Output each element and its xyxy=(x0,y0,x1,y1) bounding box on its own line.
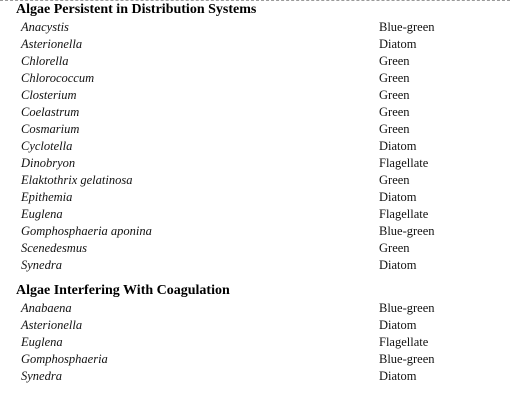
species-name: Epithemia xyxy=(21,190,73,204)
algae-type: Flagellate xyxy=(379,156,429,170)
species-name: Gomphosphaeria aponina xyxy=(21,224,152,238)
species-name: Elaktothrix gelatinosa xyxy=(21,173,133,187)
algae-type: Diatom xyxy=(379,258,417,272)
algae-type: Green xyxy=(379,71,410,85)
species-name: Chlorella xyxy=(21,54,69,68)
table-row xyxy=(0,334,510,351)
algae-type: Flagellate xyxy=(379,335,429,349)
table-row xyxy=(0,155,510,172)
algae-type: Diatom xyxy=(379,369,417,383)
section-persistent-algae xyxy=(0,1,510,274)
species-name: Synedra xyxy=(21,369,62,383)
algae-type: Green xyxy=(379,173,410,187)
algae-type: Blue-green xyxy=(379,20,435,34)
section-title: Algae Interfering With Coagulation xyxy=(16,283,230,298)
table-row xyxy=(0,70,510,87)
table-row xyxy=(0,172,510,189)
table-row xyxy=(0,189,510,206)
table-row xyxy=(0,223,510,240)
table-row xyxy=(0,240,510,257)
section-coagulation-algae xyxy=(0,282,510,385)
species-name: Euglena xyxy=(21,335,63,349)
section-title: Algae Persistent in Distribution Systems xyxy=(16,2,257,17)
table-row xyxy=(0,104,510,121)
species-name: Cosmarium xyxy=(21,122,80,136)
algae-type: Diatom xyxy=(379,190,417,204)
algae-type: Green xyxy=(379,88,410,102)
table-row xyxy=(0,121,510,138)
algae-type: Diatom xyxy=(379,139,417,153)
algae-list xyxy=(0,300,510,385)
algae-type: Blue-green xyxy=(379,224,435,238)
table-row xyxy=(0,53,510,70)
species-name: Gomphosphaeria xyxy=(21,352,108,366)
algae-type: Green xyxy=(379,122,410,136)
table-row xyxy=(0,138,510,155)
species-name: Coelastrum xyxy=(21,105,80,119)
table-row xyxy=(0,206,510,223)
table-row xyxy=(0,87,510,104)
species-name: Euglena xyxy=(21,207,63,221)
species-name: Anacystis xyxy=(21,20,69,34)
algae-type: Flagellate xyxy=(379,207,429,221)
algae-type: Green xyxy=(379,54,410,68)
species-name: Synedra xyxy=(21,258,62,272)
table-row xyxy=(0,317,510,334)
table-row xyxy=(0,19,510,36)
species-name: Dinobryon xyxy=(21,156,76,170)
species-name: Cyclotella xyxy=(21,139,73,153)
algae-type: Green xyxy=(379,105,410,119)
species-name: Chlorococcum xyxy=(21,71,95,85)
table-row xyxy=(0,257,510,274)
algae-type: Blue-green xyxy=(379,301,435,315)
species-name: Closterium xyxy=(21,88,77,102)
algae-type: Green xyxy=(379,241,410,255)
table-row xyxy=(0,300,510,317)
algae-type: Blue-green xyxy=(379,352,435,366)
species-name: Asterionella xyxy=(21,37,83,51)
algae-list xyxy=(0,19,510,274)
algae-type: Diatom xyxy=(379,318,417,332)
species-name: Scenedesmus xyxy=(21,241,87,255)
species-name: Asterionella xyxy=(21,318,83,332)
table-row xyxy=(0,368,510,385)
species-name: Anabaena xyxy=(21,301,72,315)
table-row xyxy=(0,36,510,53)
algae-type: Diatom xyxy=(379,37,417,51)
table-row xyxy=(0,351,510,368)
